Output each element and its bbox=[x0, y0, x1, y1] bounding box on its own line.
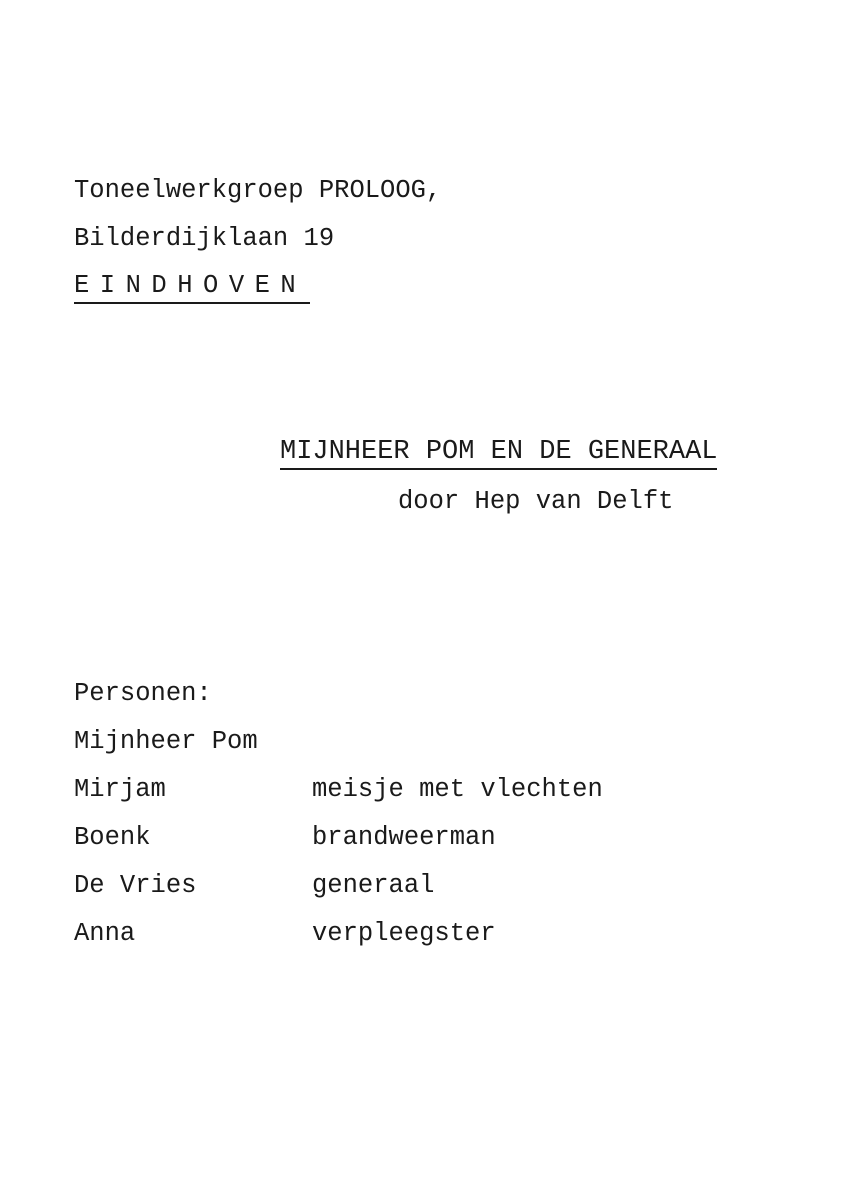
play-title: MIJNHEER POM EN DE GENERAAL bbox=[280, 437, 717, 470]
city-name: EINDHOVEN bbox=[74, 271, 310, 304]
cast-name: Mirjam bbox=[74, 775, 166, 804]
cast-role: meisje met vlechten bbox=[312, 775, 603, 804]
cast-name: De Vries bbox=[74, 871, 197, 900]
cast-row bbox=[74, 775, 603, 823]
organization-name: Toneelwerkgroep PROLOOG, bbox=[74, 176, 442, 205]
cast-row bbox=[74, 871, 435, 919]
cast-name: Boenk bbox=[74, 823, 151, 852]
cast-list bbox=[74, 727, 603, 967]
cast-row bbox=[74, 919, 496, 967]
cast-role: generaal bbox=[312, 871, 435, 900]
cast-role: verpleegster bbox=[312, 919, 496, 948]
cast-row bbox=[74, 823, 496, 871]
cast-name: Anna bbox=[74, 919, 136, 948]
street-address: Bilderdijklaan 19 bbox=[74, 224, 335, 253]
cast-row bbox=[74, 727, 258, 775]
author-line: door Hep van Delft bbox=[398, 487, 674, 516]
cast-role: brandweerman bbox=[312, 823, 496, 852]
cast-heading: Personen: bbox=[74, 679, 212, 708]
cast-name: Mijnheer Pom bbox=[74, 727, 258, 756]
